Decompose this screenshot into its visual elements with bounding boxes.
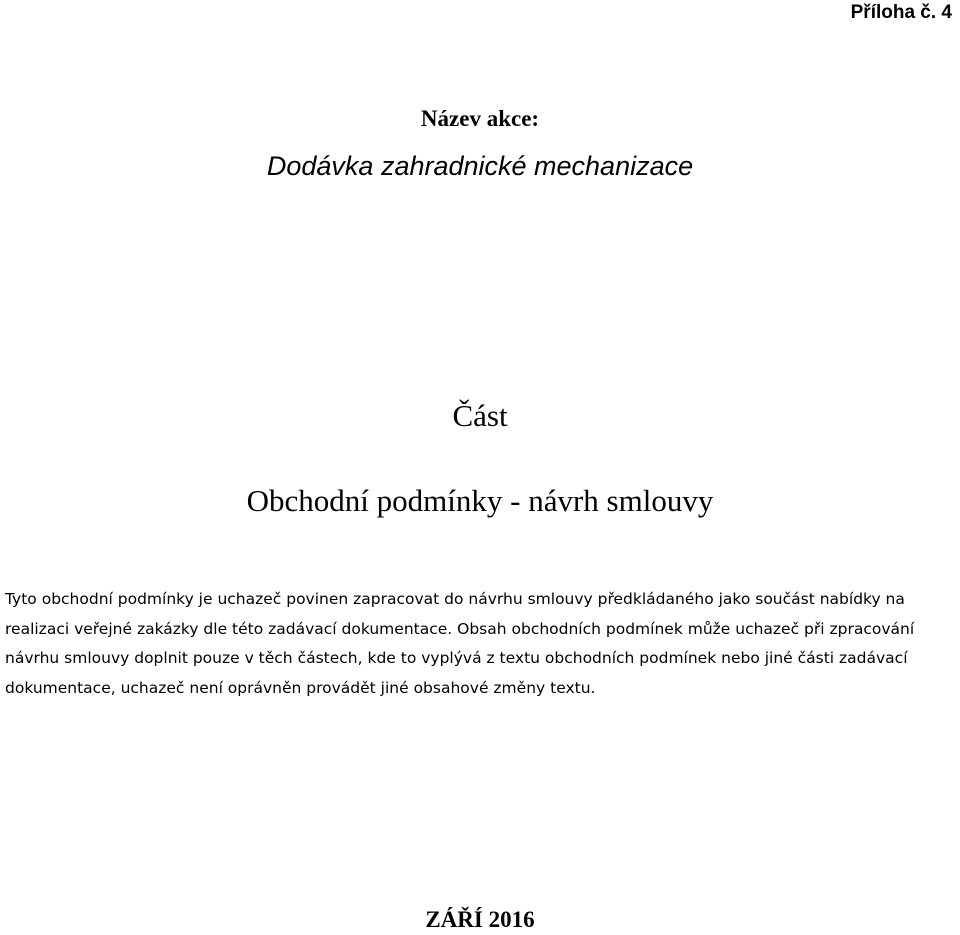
- footer-date: ZÁŘÍ 2016: [425, 907, 535, 932]
- attachment-label: Příloha č. 4: [850, 2, 952, 23]
- project-name-label: Název akce:: [420, 106, 540, 131]
- part-title: Obchodní podmínky - návrh smlouvy: [246, 483, 714, 518]
- part-label: Část: [452, 398, 508, 433]
- project-title: Dodávka zahradnické mechanizace: [266, 151, 694, 181]
- body-paragraph: Tyto obchodní podmínky je uchazeč povinen zapracovat do návrhu smlouvy předkládaného jako součást nabídky na realizaci veřejné zakázky dle této zadávací dokumentace. Obsah obchodních podmínek může uchazeč při zpracování návrhu smlouvy doplnit pouze v těch částech, kde to vyplývá z textu obchodních podmínek nebo jiné části zadávací dokumentace, uchazeč není oprávněn provádět jiné obsahové změny textu.: [5, 590, 915, 697]
